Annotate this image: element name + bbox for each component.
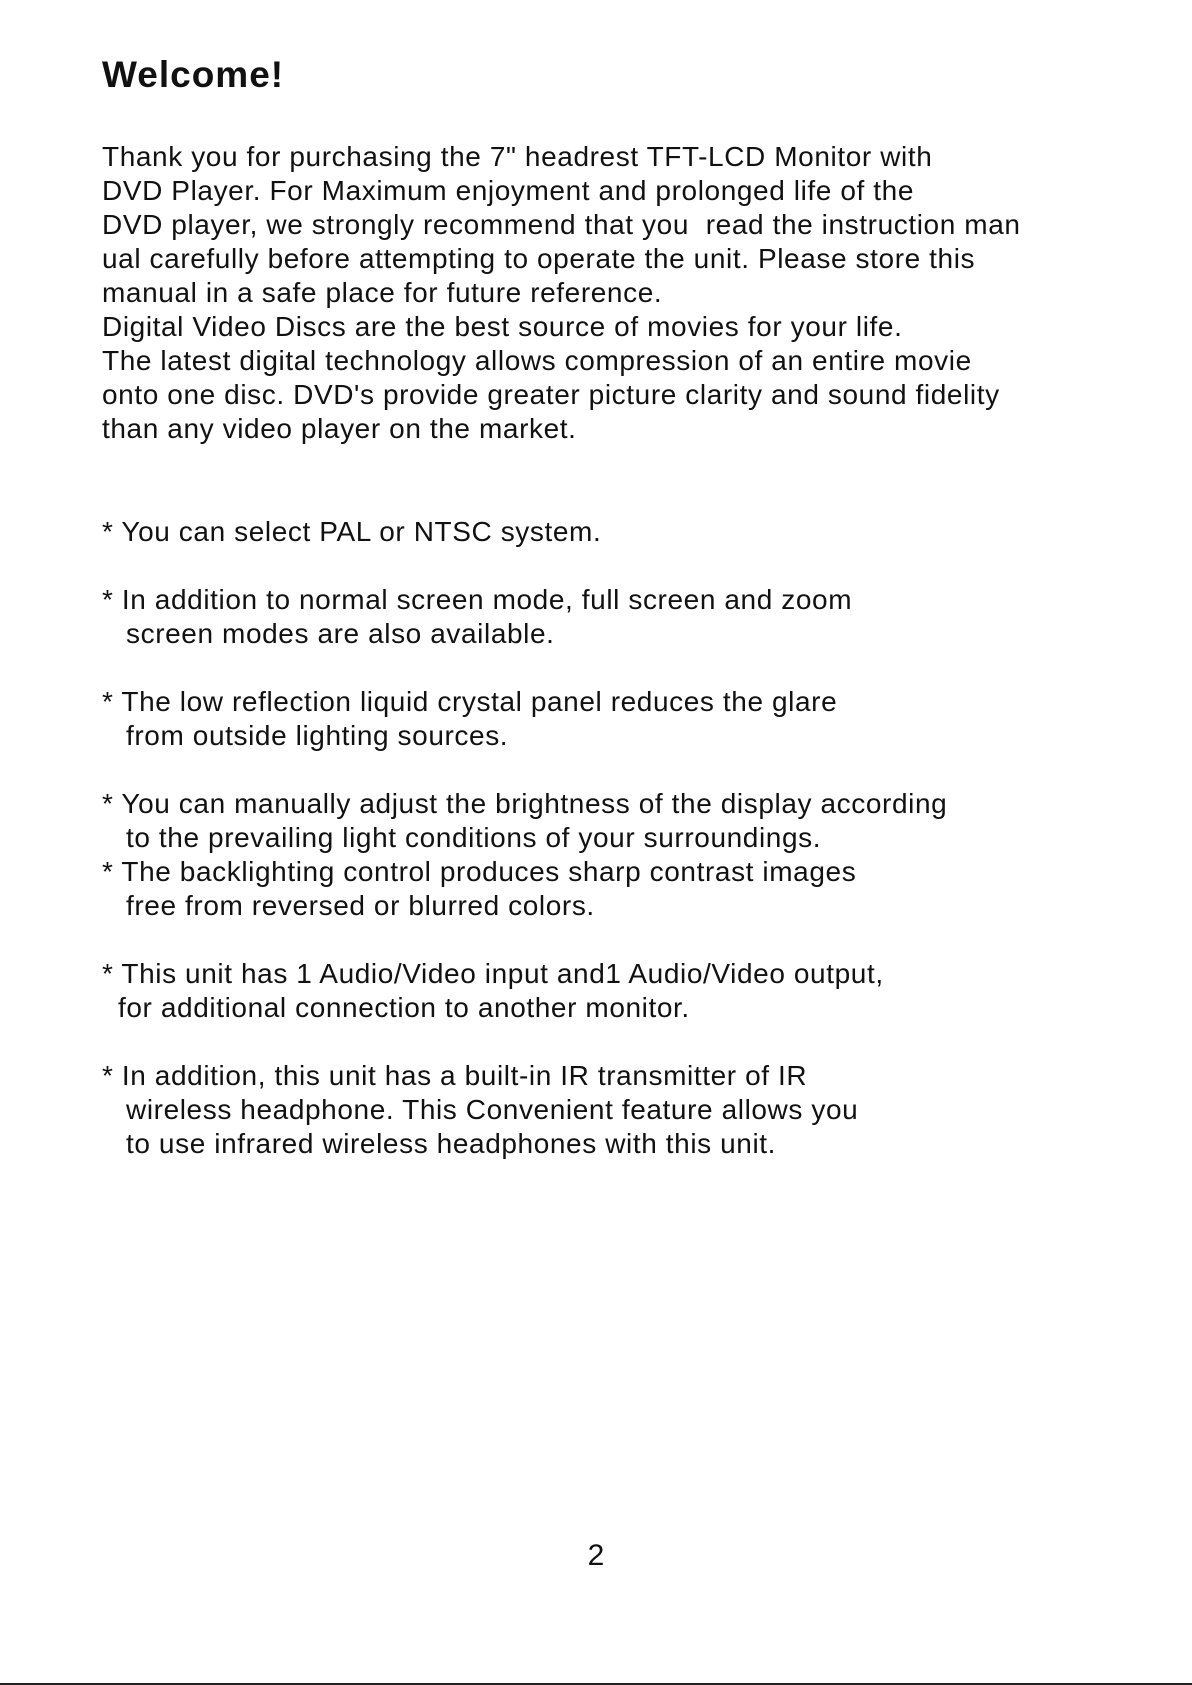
feature-line: * In addition, this unit has a built-in IR transmitter of IR bbox=[102, 1060, 808, 1091]
feature-item-brightness bbox=[102, 787, 1162, 855]
page-number: 2 bbox=[587, 1539, 605, 1572]
intro-line: manual in a safe place for future reference. bbox=[102, 277, 663, 308]
feature-line: * You can manually adjust the brightness of the display according bbox=[102, 788, 948, 819]
page-title: Welcome! bbox=[102, 54, 285, 95]
feature-item-low-reflection bbox=[102, 685, 1162, 753]
intro-line: Digital Video Discs are the best source of movies for your life. bbox=[102, 311, 903, 342]
feature-line: free from reversed or blurred colors. bbox=[126, 890, 595, 921]
intro-line: DVD Player. For Maximum enjoyment and prolonged life of the bbox=[102, 175, 914, 206]
feature-item-backlighting bbox=[102, 855, 1162, 923]
feature-line: from outside lighting sources. bbox=[126, 720, 509, 751]
feature-item-screen-modes bbox=[102, 583, 1162, 651]
feature-list bbox=[102, 515, 1162, 1161]
feature-line: * In addition to normal screen mode, full screen and zoom bbox=[102, 584, 853, 615]
intro-line: Thank you for purchasing the 7" headrest TFT-LCD Monitor with bbox=[102, 141, 933, 172]
feature-item-ir-transmitter bbox=[102, 1059, 1162, 1161]
intro-line: onto one disc. DVD's provide greater picture clarity and sound fidelity bbox=[102, 379, 1000, 410]
feature-item-pal-ntsc bbox=[102, 515, 1162, 549]
feature-item-audio-video bbox=[102, 957, 1162, 1025]
intro-line: DVD player, we strongly recommend that you read the instruction man bbox=[102, 209, 1021, 240]
feature-line: to use infrared wireless headphones with this unit. bbox=[126, 1128, 777, 1159]
feature-line: * The low reflection liquid crystal panel reduces the glare bbox=[102, 686, 838, 717]
intro-line: ual carefully before attempting to operate the unit. Please store this bbox=[102, 243, 976, 274]
feature-line: wireless headphone. This Convenient feature allows you bbox=[126, 1094, 859, 1125]
intro-line: The latest digital technology allows compression of an entire movie bbox=[102, 345, 972, 376]
feature-line: to the prevailing light conditions of your surroundings. bbox=[126, 822, 822, 853]
intro-paragraph bbox=[102, 140, 1162, 446]
feature-line: for additional connection to another monitor. bbox=[118, 992, 690, 1023]
feature-line: * This unit has 1 Audio/Video input and1 Audio/Video output, bbox=[102, 958, 884, 989]
feature-line: * The backlighting control produces sharp contrast images bbox=[102, 856, 857, 887]
intro-line: than any video player on the market. bbox=[102, 413, 577, 444]
feature-line: * You can select PAL or NTSC system. bbox=[102, 516, 602, 547]
feature-line: screen modes are also available. bbox=[126, 618, 555, 649]
